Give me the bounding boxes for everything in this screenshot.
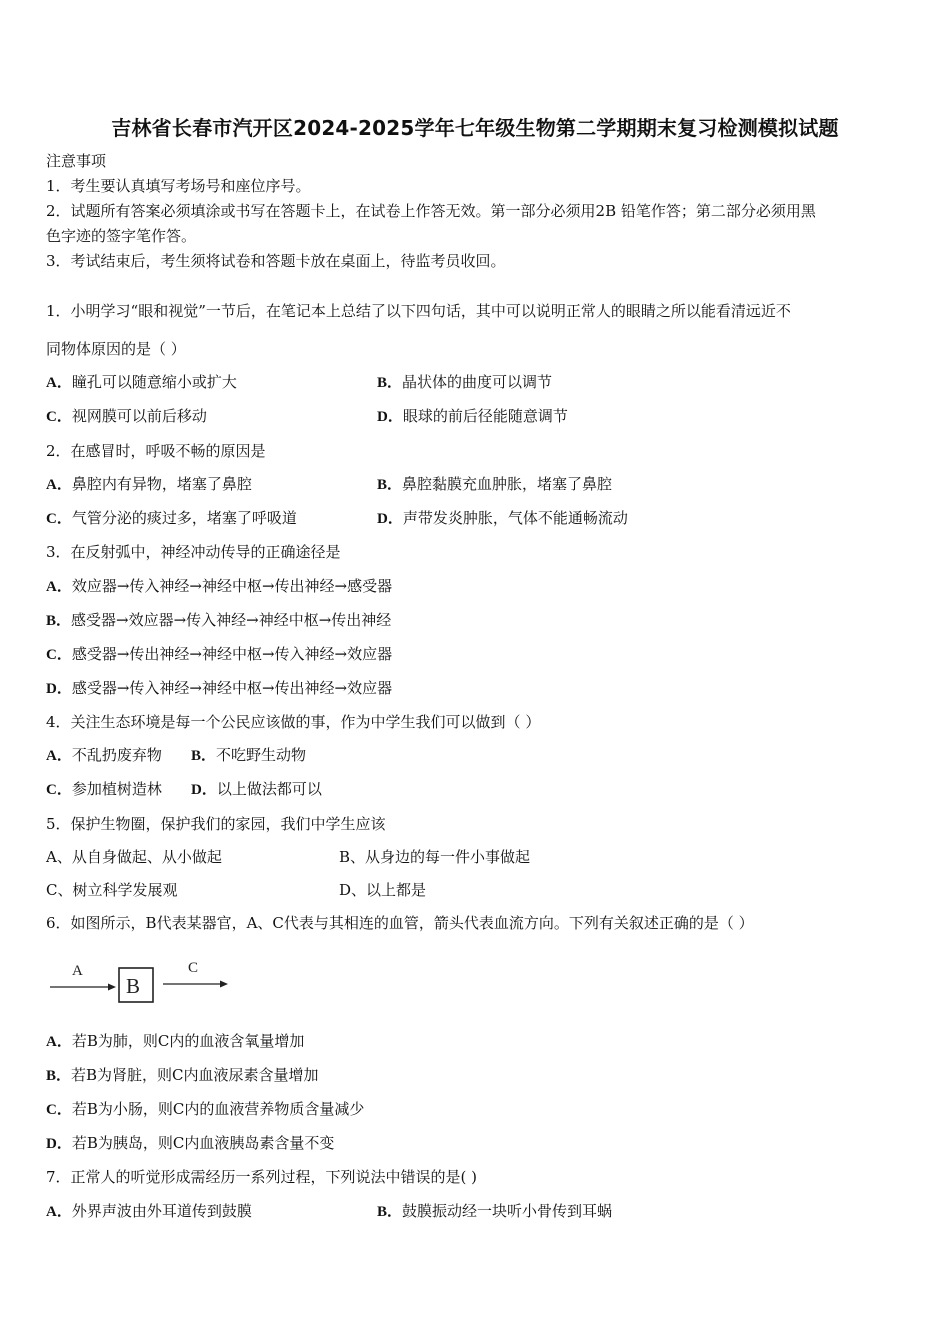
option-c [46,1099,364,1120]
option-label: A、 [46,848,72,866]
option-text: 鼻腔内有异物，堵塞了鼻腔 [71,475,252,493]
question-stem: 7．正常人的听觉形成需经历一系列过程，下列说法中错误的是( ) [46,1168,478,1186]
option-b [339,847,530,867]
option-text: 若B为肾脏，则C内血液尿素含量增加 [71,1066,319,1084]
option-text: 若B为肺，则C内的血液含氧量增加 [71,1032,305,1050]
option-text: 感受器→传入神经→神经中枢→传出神经→效应器 [71,679,393,697]
option-label: B． [377,375,403,391]
option-label: B． [46,1068,72,1084]
option-label: A． [46,748,72,764]
option-d [46,1133,334,1154]
option-label: C． [46,1102,72,1118]
option-a [46,372,237,393]
question-stem: 5．保护生物圈，保护我们的家园，我们中学生应该 [46,815,386,833]
option-label: A． [46,375,72,391]
option-text: 以上做法都可以 [216,780,322,798]
notes-item: 3．考试结束后，考生须将试卷和答题卡放在桌面上，待监考员收回。 [46,252,506,270]
option-label: D． [46,681,72,697]
option-text: 外界声波由外耳道传到鼓膜 [71,1202,252,1220]
option-text: 气管分泌的痰过多，堵塞了呼吸道 [71,509,297,527]
question-stem: 2．在感冒时，呼吸不畅的原因是 [46,442,266,460]
option-label: A． [46,1034,72,1050]
notes-heading: 注意事项 [46,152,107,170]
option-label: B． [377,1204,403,1220]
vessel-a-label: A [72,963,83,979]
option-label: A． [46,477,72,493]
option-text: 从身边的每一件小事做起 [365,848,531,866]
option-text: 鼻腔黏膜充血肿胀，堵塞了鼻腔 [402,475,613,493]
option-label: C． [46,647,72,663]
option-label: B． [377,477,403,493]
option-text: 效应器→传入神经→神经中枢→传出神经→感受器 [71,577,393,595]
option-a [46,847,222,867]
option-c [46,406,207,427]
option-label: C． [46,511,72,527]
option-label: D． [377,409,403,425]
option-c [46,644,392,665]
option-c [46,779,162,800]
notes-item: 色字迹的签字笔作答。 [46,227,197,245]
option-a [46,1031,304,1052]
option-text: 以上都是 [366,881,427,899]
option-label: D、 [339,881,367,899]
option-label: C． [46,782,72,798]
option-c [46,880,178,900]
option-a [46,745,162,766]
organ-b-label: B [126,974,141,998]
option-label: D． [191,782,217,798]
question-stem: 4．关注生态环境是每一个公民应该做的事，作为中学生我们可以做到（ ） [46,713,541,731]
option-text: 若B为胰岛，则C内血液胰岛素含量不变 [71,1134,335,1152]
option-text: 晶状体的曲度可以调节 [402,373,553,391]
vessel-c-label: C [188,960,199,976]
option-label: A． [46,579,72,595]
option-text: 树立科学发展观 [72,881,178,899]
option-text: 视网膜可以前后移动 [71,407,207,425]
option-text: 声带发炎肿胀，气体不能通畅流动 [402,509,628,527]
option-text: 瞳孔可以随意缩小或扩大 [71,373,237,391]
option-d [46,678,392,699]
option-label: D． [377,511,403,527]
option-b [46,610,391,631]
option-label: D． [46,1136,72,1152]
option-label: B、 [339,848,366,866]
question-stem: 6．如图所示，B代表某器官，A、C代表与其相连的血管，箭头代表血流方向。下列有关叙述正确的是（ ） [46,914,754,932]
option-d [377,508,628,529]
page-title: 吉林省长春市汽开区2024-2025学年七年级生物第二学期期末复习检测模拟试题 [111,116,839,140]
blood-flow-diagram [46,955,246,1011]
option-text: 不吃野生动物 [216,746,307,764]
option-a [46,1201,252,1222]
option-c [46,508,297,529]
option-b [377,372,552,393]
option-text: 眼球的前后径能随意调节 [402,407,568,425]
option-b [46,1065,319,1086]
option-text: 从自身做起、从小做起 [71,848,222,866]
option-label: A． [46,1204,72,1220]
option-label: C、 [46,881,73,899]
option-text: 鼓膜振动经一块听小骨传到耳蜗 [402,1202,613,1220]
notes-item: 2．试题所有答案必须填涂或书写在答题卡上，在试卷上作答无效。第一部分必须用2B 铅笔作答；第二部分必须用黑 [46,202,816,220]
option-a [46,576,392,597]
option-text: 感受器→传出神经→神经中枢→传入神经→效应器 [71,645,393,663]
option-label: B． [191,748,217,764]
option-text: 感受器→效应器→传入神经→神经中枢→传出神经 [71,611,392,629]
arrow-c-head [220,981,228,988]
option-label: B． [46,613,72,629]
option-text: 不乱扔废弃物 [71,746,162,764]
option-d [191,779,322,800]
question-stem: 1．小明学习“眼和视觉”一节后，在笔记本上总结了以下四句话，其中可以说明正常人的眼睛之所以能看清远近不 [46,302,791,320]
arrow-a-head [108,984,116,991]
option-label: C． [46,409,72,425]
option-b [377,1201,612,1222]
question-stem: 3．在反射弧中，神经冲动传导的正确途径是 [46,543,341,561]
question-stem: 同物体原因的是（ ） [46,340,186,358]
option-d [339,880,426,900]
option-b [191,745,306,766]
option-a [46,474,252,495]
option-text: 若B为小肠，则C内的血液营养物质含量减少 [71,1100,365,1118]
option-text: 参加植树造林 [71,780,162,798]
option-d [377,406,568,427]
notes-item: 1．考生要认真填写考场号和座位序号。 [46,177,311,195]
option-b [377,474,612,495]
